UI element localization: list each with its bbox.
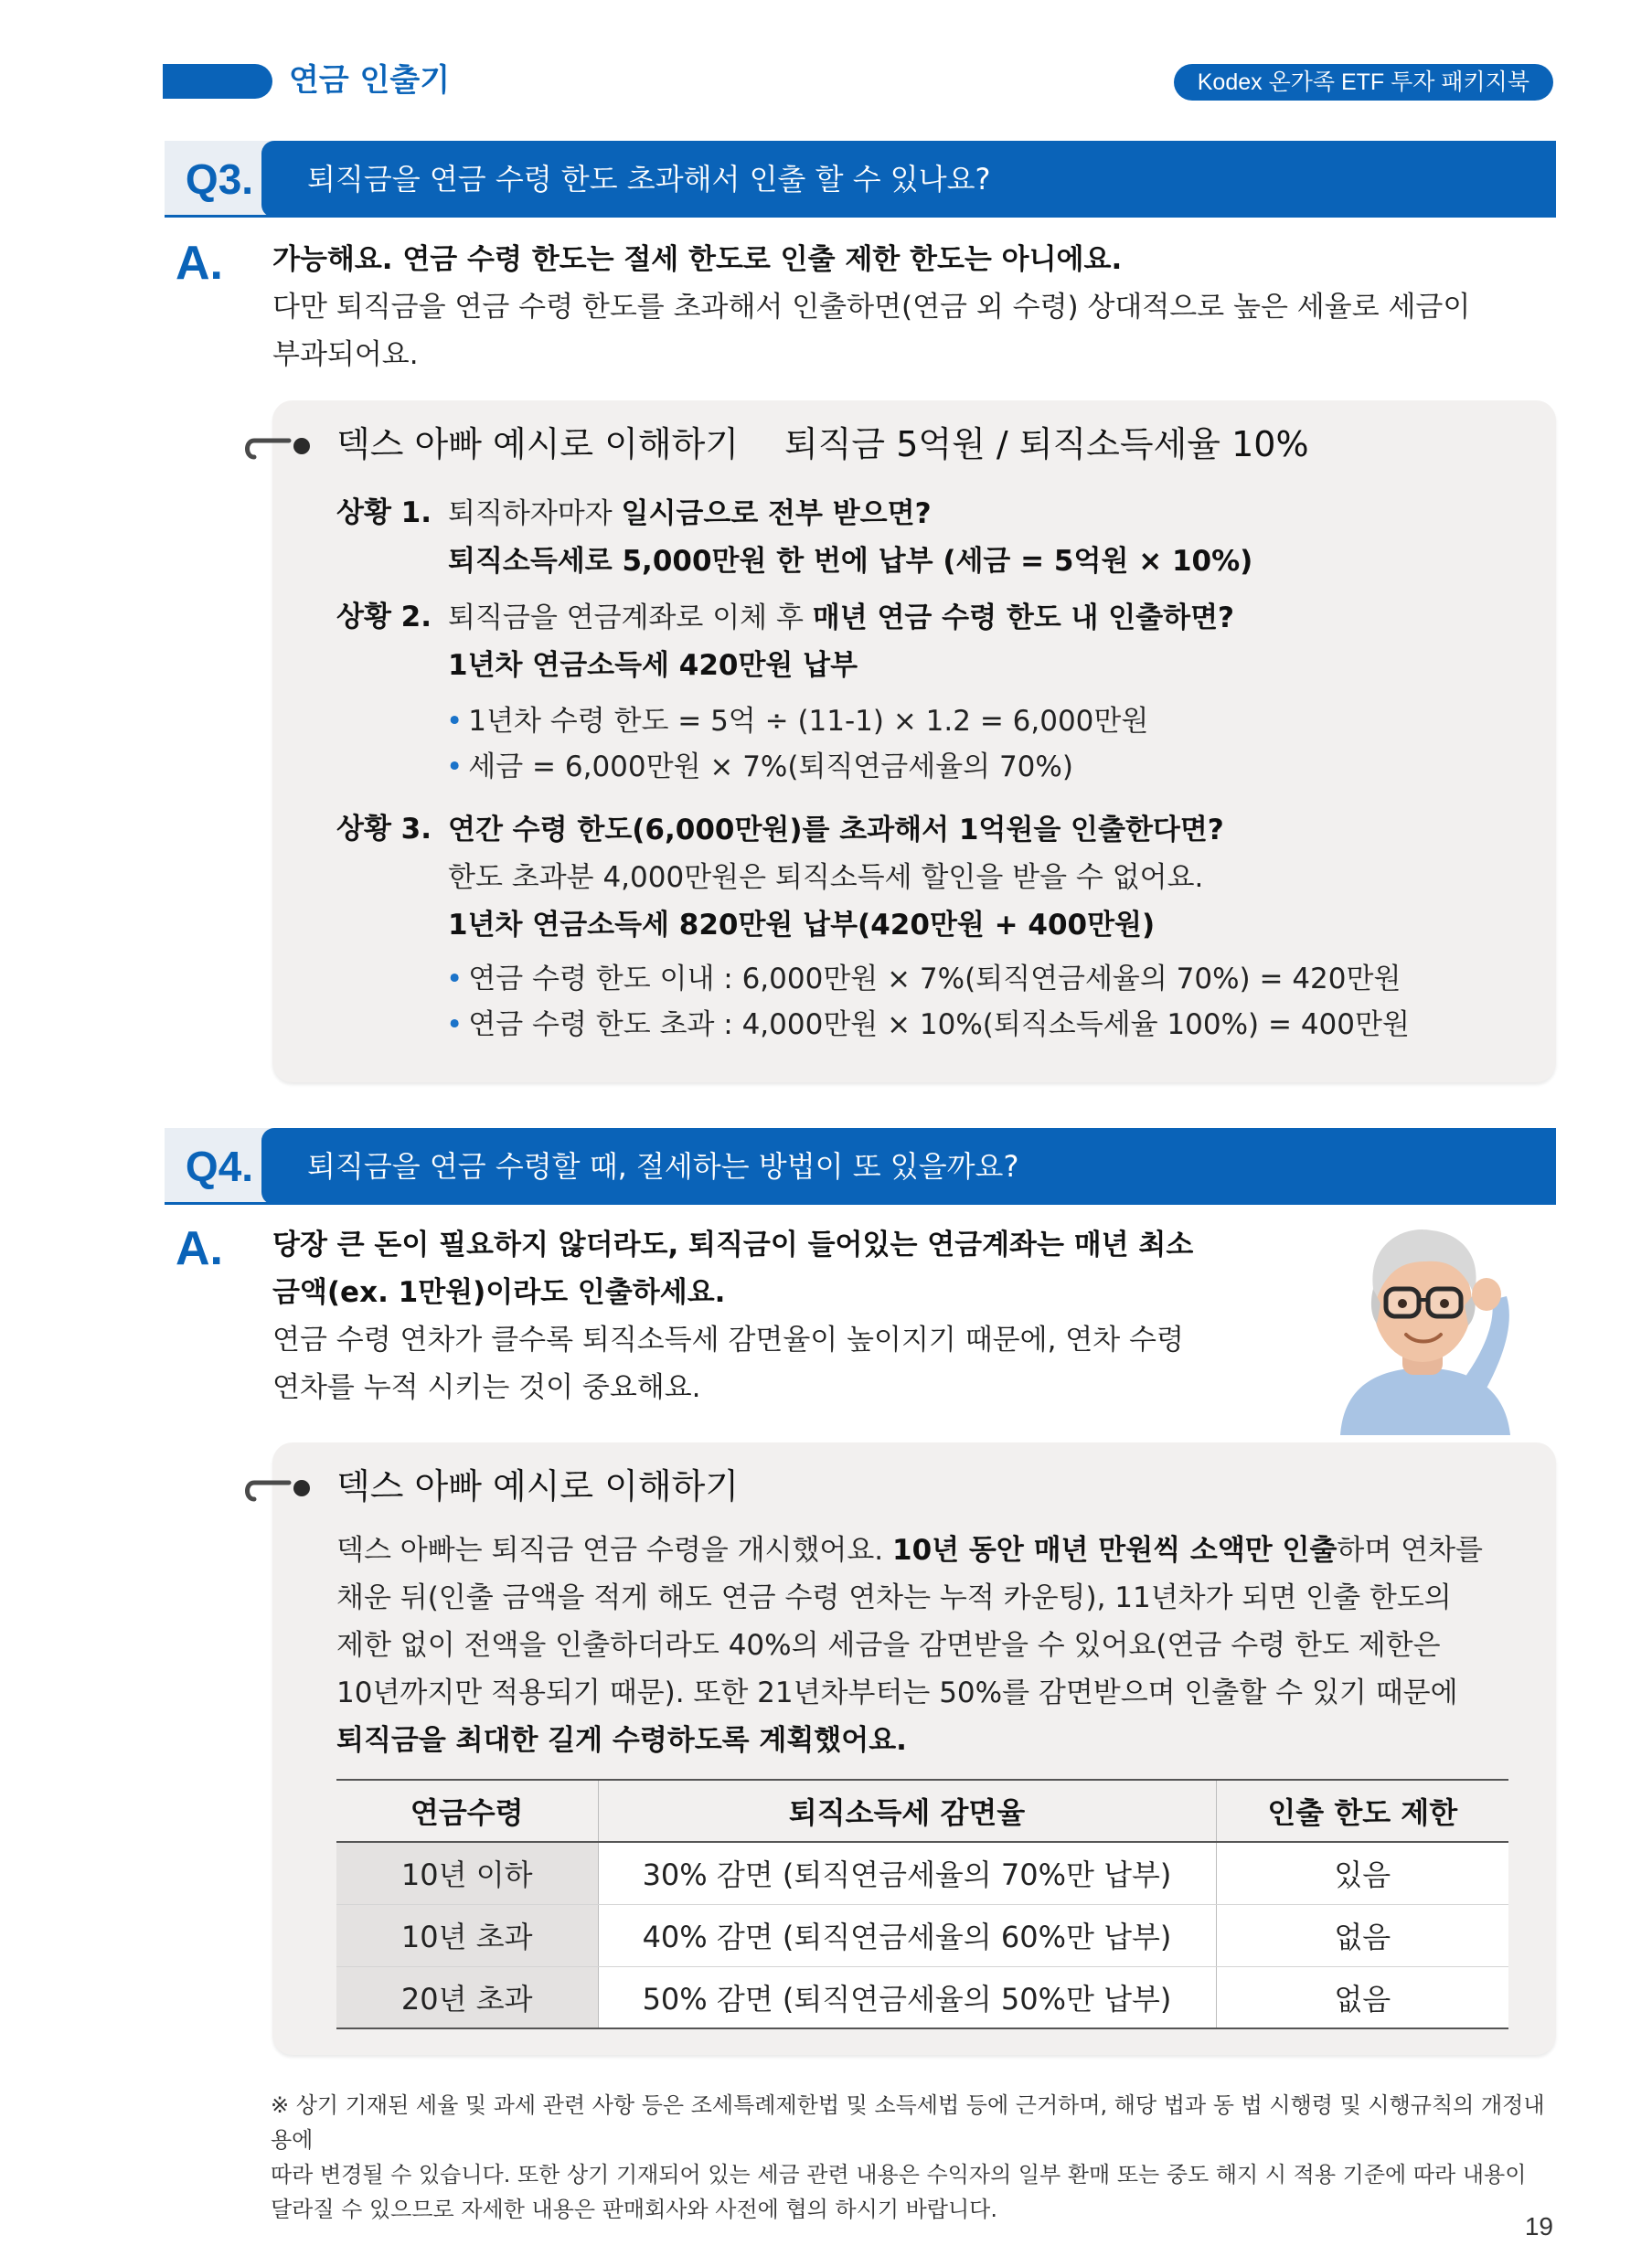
q3-answer-line3: 부과되어요. [272,338,419,371]
situation-2-line1-normal: 퇴직금을 연금계좌로 이체 후 [448,601,813,634]
q3-example-subtitle: 퇴직금 5억원 / 퇴직소득세율 10% [784,424,1309,464]
footnote-line: ※ 상기 기재된 세율 및 과세 관련 사항 등은 조세특례제한법 및 소득세법 등에 근거하며, 해당 법과 동 법 시행령 및 시행규칙의 개정내용에 [271,2092,1545,2153]
situation-1-line1-normal: 퇴직하자마자 [448,497,622,530]
situation-2-line2: 1년차 연금소득세 420만원 납부 [448,649,858,682]
q4-para-line3: 제한 없이 전액을 인출하더라도 40%의 세금을 감면받을 수 있어요(연금 수령 한도 제한은 [336,1629,1441,1662]
table-header-cell: 인출 한도 제한 [1216,1780,1508,1842]
table-header-row [336,1780,1508,1842]
q3-answer-bold: 가능해요. 연금 수령 한도는 절세 한도로 인출 제한 한도는 아니에요. [272,243,1123,276]
situation-3-line3: 1년차 연금소득세 820만원 납부(420만원 + 400만원) [448,909,1156,942]
q4-para-line1-bold: 10년 동안 매년 만원씩 소액만 인출 [892,1534,1338,1567]
q4-answer [272,1221,1193,1411]
legal-footnote [271,2088,1560,2227]
situation-3-bullet-2: • 연금 수령 한도 초과 : 4,000만원 × 10%(퇴직소득세율 100%) = 400만원 [446,1008,1410,1041]
q3-answer-label: A. [176,237,223,290]
situation-1-line2: 퇴직소득세로 5,000만원 한 번에 납부 (세금 = 5억원 × 10%) [448,545,1253,578]
header-accent-bar [163,64,272,99]
table-cell: 있음 [1216,1842,1508,1904]
q4-example-paragraph [336,1527,1534,1764]
q4-answer-line4: 연차를 누적 시키는 것이 중요해요. [272,1371,701,1404]
table-cell: 10년 이하 [336,1842,598,1904]
grandfather-avatar-image [1304,1216,1543,1435]
table-cell: 50% 감면 (퇴직연금세율의 50%만 납부) [598,1966,1216,2028]
table-cell: 10년 초과 [336,1904,598,1966]
q4-example-title [336,1464,739,1508]
q4-para-line2: 채운 뒤(인출 금액을 적게 해도 연금 수령 연차는 누적 카운팅), 11년차가 되면 인출 한도의 [336,1581,1452,1614]
q4-example-title-text: 덱스 아빠 예시로 이해하기 [336,1466,740,1506]
situation-3-bullet-1: • 연금 수령 한도 이내 : 6,000만원 × 7%(퇴직연금세율의 70%) = 420만원 [446,963,1402,995]
q4-para-line5: 퇴직금을 최대한 길게 수령하도록 계획했어요. [336,1724,907,1757]
q4-number: Q4. [165,1128,274,1205]
table-cell: 20년 초과 [336,1966,598,2028]
situation-2-bullet-2: • 세금 = 6,000만원 × 7%(퇴직연금세율의 70%) [446,750,1073,783]
q4-para-line1-tail: 하며 연차를 [1337,1534,1484,1567]
situation-1-text [448,490,1252,585]
q4-answer-line3: 연금 수령 연차가 클수록 퇴직소득세 감면율이 높이지기 때문에, 연차 수령 [272,1324,1184,1357]
q4-answer-bold-2: 금액(ex. 1만원)이라도 인출하세요. [272,1276,726,1309]
table-cell: 없음 [1216,1904,1508,1966]
table-cell: 30% 감면 (퇴직연금세율의 70%만 납부) [598,1842,1216,1904]
section-title: 연금 인출기 [289,62,451,99]
table-row [336,1842,1508,1904]
q4-answer-label: A. [176,1222,223,1275]
footnote-line: 따라 변경될 수 있습니다. 또한 상기 기재되어 있는 세금 관련 내용은 수익자의 일부 환매 또는 중도 해지 시 적용 기준에 따라 내용이 [271,2162,1527,2187]
q4-para-line1-normal: 덱스 아빠는 퇴직금 연금 수령을 개시했어요. [336,1534,893,1567]
table-header-cell: 퇴직소득세 감면율 [598,1780,1216,1842]
table-cell: 40% 감면 (퇴직연금세율의 60%만 납부) [598,1904,1216,1966]
table-row [336,1904,1508,1966]
book-title-badge: Kodex 온가족 ETF 투자 패키지북 [1174,64,1553,101]
situation-3-label: 상황 3. [336,806,432,852]
paperclip-icon [241,1472,314,1508]
table-cell: 없음 [1216,1966,1508,2028]
situation-2-label: 상황 2. [336,594,432,640]
table-header-cell: 연금수령 [336,1780,598,1842]
tax-reduction-table [336,1779,1508,2029]
situation-2-text [448,594,1234,689]
page-number: 19 [1524,2212,1553,2240]
q3-answer-line2: 다만 퇴직금을 연금 수령 한도를 초과해서 인출하면(연금 외 수령) 상대적으로 높은 세율로 세금이 [272,291,1471,324]
situation-2-line1-bold: 매년 연금 수령 한도 내 인출하면? [812,601,1235,634]
q3-number: Q3. [165,141,274,218]
table-row [336,1966,1508,2028]
situation-3-line1: 연간 수령 한도(6,000만원)를 초과해서 1억원을 인출한다면? [448,814,1224,846]
q3-example-title-text: 덱스 아빠 예시로 이해하기 [336,424,740,464]
q3-question: 퇴직금을 연금 수령 한도 초과해서 인출 할 수 있나요? [274,141,1556,218]
q3-example-title [336,422,739,466]
situation-3-line2: 한도 초과분 4,000만원은 퇴직소득세 할인을 받을 수 없어요. [448,861,1204,894]
q4-para-line4: 10년까지만 적용되기 때문). 또한 21년차부터는 50%를 감면받으며 인출할 수 있기 때문에 [336,1676,1458,1709]
paperclip-icon [241,430,314,466]
situation-1-label: 상황 1. [336,490,432,536]
q4-question: 퇴직금을 연금 수령할 때, 절세하는 방법이 또 있을까요? [274,1128,1556,1205]
q3-answer [272,236,1470,378]
situation-1-line1-bold: 일시금으로 전부 받으면? [621,497,932,530]
footnote-line: 달라질 수 있으므로 자세한 내용은 판매회사와 사전에 협의 하시기 바랍니다. [271,2197,997,2222]
situation-2-bullet-1: • 1년차 수령 한도 = 5억 ÷ (11-1) × 1.2 = 6,000만원 [446,705,1149,738]
situation-3-text [448,806,1224,949]
q4-answer-bold-1: 당장 큰 돈이 필요하지 않더라도, 퇴직금이 들어있는 연금계좌는 매년 최소 [272,1229,1194,1261]
